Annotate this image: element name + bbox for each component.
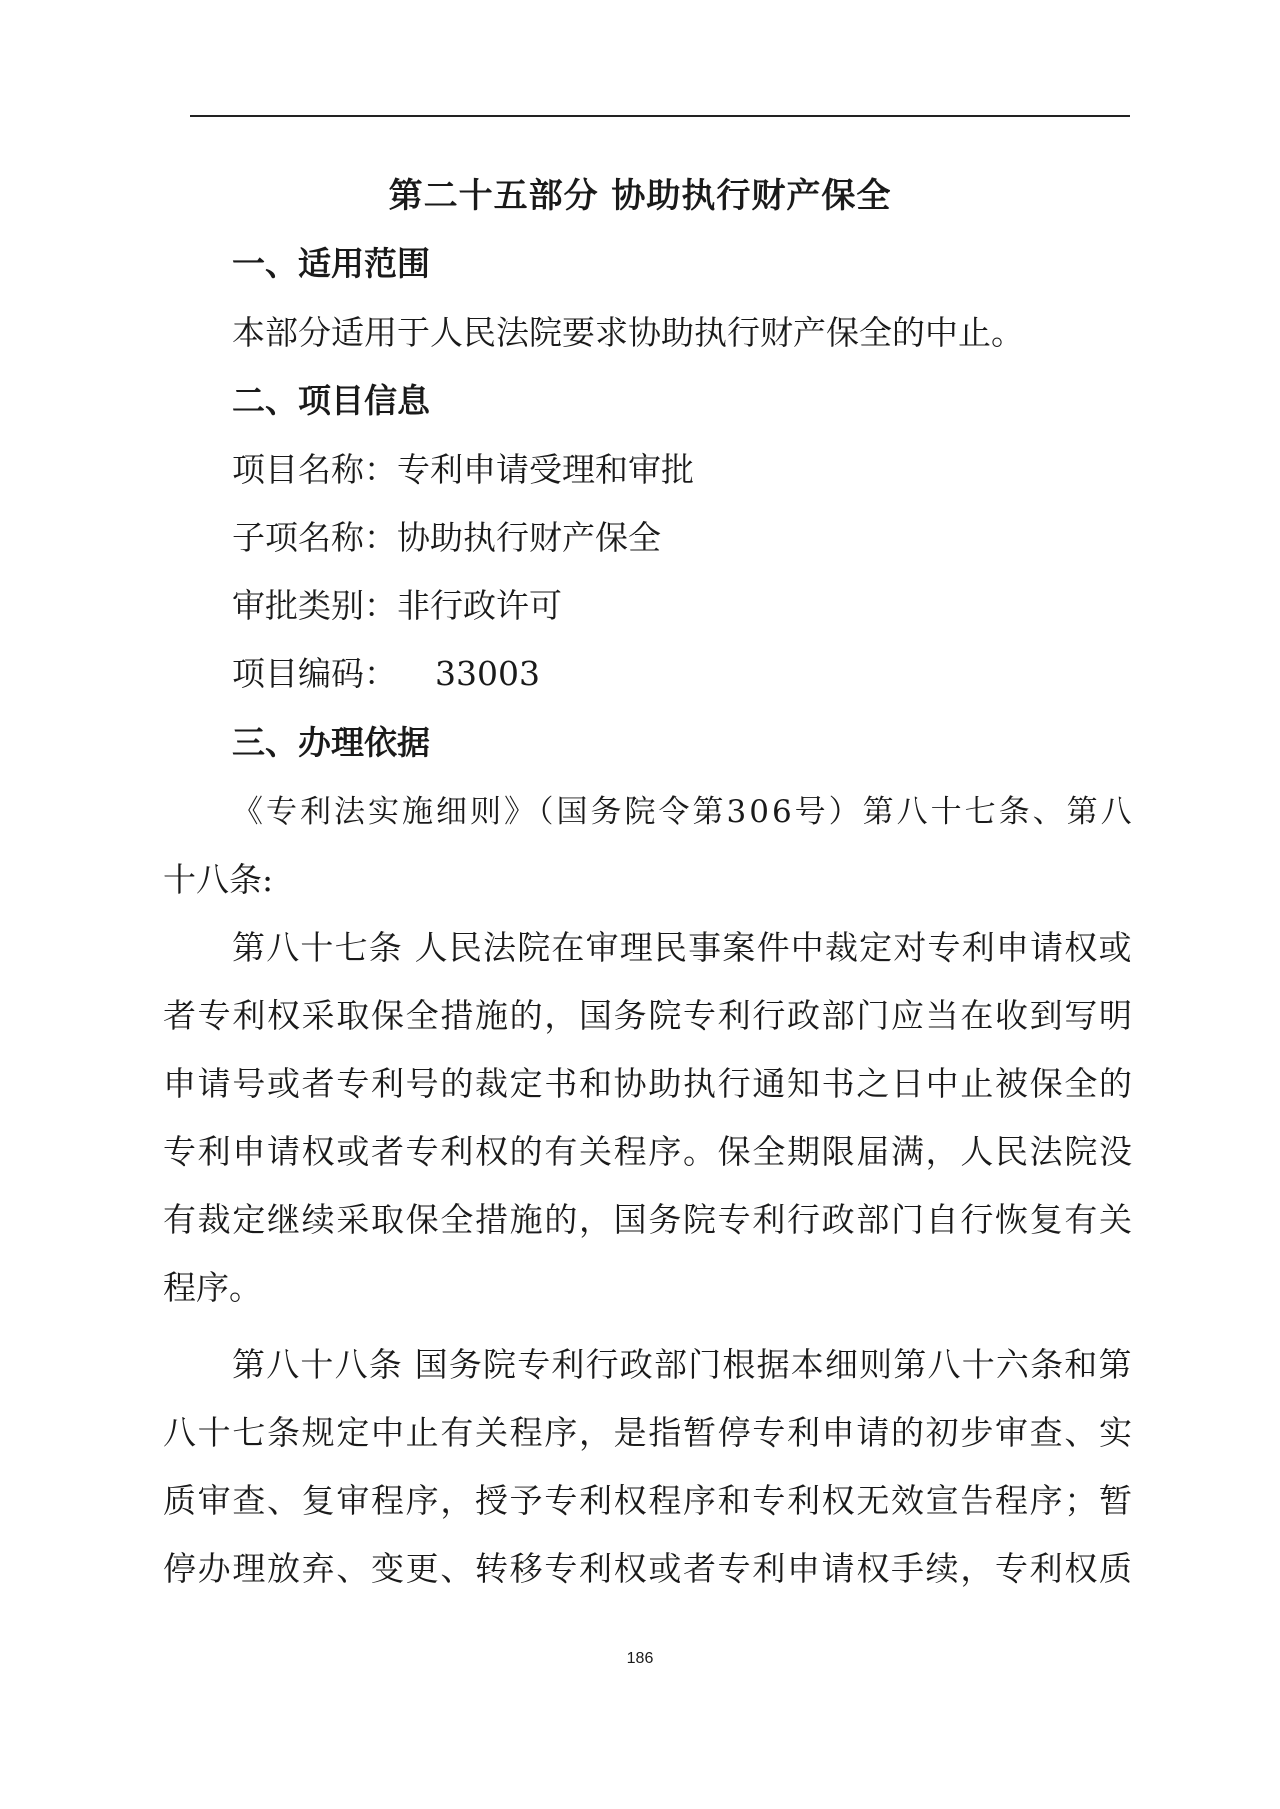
info-item-name (232, 450, 694, 490)
article-87-line: 程序。 (163, 1268, 262, 1307)
article-88-line: 八十七条规定中止有关程序，是指暂停专利申请的初步审查、实 (163, 1413, 1134, 1452)
sub-item-label: 子项名称： (232, 518, 397, 557)
header-rule (190, 115, 1130, 117)
article-88-line: 第八十八条 国务院专利行政部门根据本细则第八十六条和第 (232, 1345, 1133, 1384)
basis-intro-line-1: 《专利法实施细则》（国务院令第306号）第八十七条、第八 (232, 794, 1135, 830)
article-87-line: 者专利权采取保全措施的，国务院专利行政部门应当在收到写明 (163, 996, 1134, 1035)
article-87-line: 申请号或者专利号的裁定书和协助执行通知书之日中止被保全的 (163, 1064, 1134, 1103)
section-heading-info: 二、项目信息 (232, 381, 430, 420)
article-87-line: 专利申请权或者专利权的有关程序。保全期限届满，人民法院没 (163, 1132, 1134, 1171)
info-category (232, 586, 562, 626)
category-value: 非行政许可 (397, 586, 562, 625)
page-title: 第二十五部分 协助执行财产保全 (388, 176, 892, 216)
info-sub-item (232, 518, 661, 558)
article-87-line: 有裁定继续采取保全措施的，国务院专利行政部门自行恢复有关 (163, 1200, 1134, 1239)
item-name-label: 项目名称： (232, 450, 397, 489)
basis-intro-line-2: 十八条: (163, 860, 274, 899)
article-88-line: 质审查、复审程序，授予专利权程序和专利权无效宣告程序；暂 (163, 1481, 1134, 1520)
article-88-line: 停办理放弃、变更、转移专利权或者专利申请权手续，专利权质 (163, 1549, 1134, 1588)
info-code (232, 654, 540, 694)
page-number: 186 (626, 1650, 654, 1667)
code-label: 项目编码： (232, 654, 397, 693)
category-label: 审批类别： (232, 586, 397, 625)
article-87-line: 第八十七条 人民法院在审理民事案件中裁定对专利申请权或 (232, 928, 1133, 967)
section-heading-scope: 一、适用范围 (232, 244, 430, 283)
section-heading-basis: 三、办理依据 (232, 723, 430, 762)
code-value: 33003 (435, 654, 540, 693)
sub-item-value: 协助执行财产保全 (397, 518, 661, 557)
scope-text: 本部分适用于人民法院要求协助执行财产保全的中止。 (232, 313, 1024, 352)
item-name-value: 专利申请受理和审批 (397, 450, 694, 489)
